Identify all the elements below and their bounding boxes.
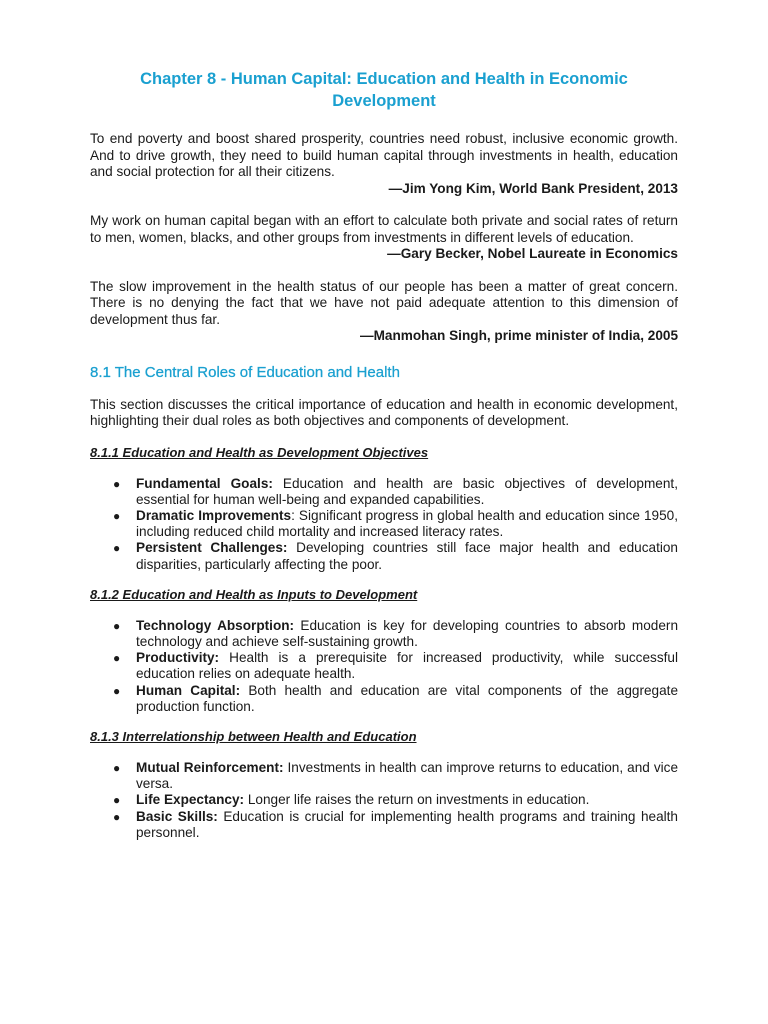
- item-term: Productivity:: [136, 650, 220, 666]
- item-text: Developing countries still face major health and education disparities, particularly affecting the poor.: [136, 540, 678, 572]
- epigraph-quote: [90, 131, 678, 197]
- list-item: [113, 540, 678, 572]
- quote-attribution: —Gary Becker, Nobel Laureate in Economics: [387, 246, 678, 261]
- item-term: Basic Skills:: [136, 808, 218, 824]
- bullet-icon: ●: [113, 618, 121, 633]
- item-term: Technology Absorption:: [136, 617, 295, 633]
- list-item: [113, 682, 678, 715]
- section-intro: This section discusses the critical importance of education and health in economic development, highlighting their dual roles as both objectives and components of development.: [90, 396, 678, 428]
- item-text: Education is key for developing countries to absorb modern technology and achieve self-sustaining growth.: [136, 617, 679, 649]
- bullet-icon: ●: [113, 793, 121, 808]
- bullet-icon: ●: [113, 476, 121, 491]
- chapter-title: Chapter 8 - Human Capital: Education and Health in Economic Development: [140, 70, 628, 110]
- item-term: Human Capital:: [136, 682, 241, 698]
- bullet-list: [90, 760, 678, 841]
- bullet-list: [90, 618, 678, 715]
- list-item: [113, 759, 678, 792]
- list-item: [113, 792, 678, 808]
- item-term: Mutual Reinforcement:: [136, 759, 284, 775]
- item-term: Dramatic Improvements: [136, 507, 292, 523]
- bullet-icon: ●: [113, 760, 121, 775]
- epigraph-quote: [90, 213, 678, 263]
- bullet-icon: ●: [113, 651, 121, 666]
- list-item: [113, 475, 678, 508]
- item-text: Education is crucial for implementing health programs and training health personnel.: [136, 808, 678, 840]
- item-text: Investments in health can improve returns to education, and vice versa.: [136, 759, 678, 792]
- quote-text: My work on human capital began with an effort to calculate both private and social rates of return to men, women, blacks, and other groups from investments in different levels of education.: [90, 213, 678, 245]
- item-text: Both health and education are vital components of the aggregate production function.: [136, 682, 678, 714]
- quote-attribution: —Jim Yong Kim, World Bank President, 2013: [388, 180, 678, 196]
- subsection-heading: 8.1.1 Education and Health as Development Objectives: [90, 444, 429, 460]
- bullet-icon: ●: [113, 683, 121, 698]
- quote-attribution: —Manmohan Singh, prime minister of India, 2005: [360, 328, 678, 343]
- list-item: [113, 507, 678, 540]
- item-text: Longer life raises the return on investments in education.: [244, 792, 590, 808]
- list-item: [113, 650, 678, 682]
- item-term: Life Expectancy:: [136, 792, 245, 808]
- item-term: Persistent Challenges:: [136, 540, 288, 556]
- quote-text: The slow improvement in the health status of our people has been a matter of great concern. There is no denying the fact that we have not paid adequate attention to this dimension of development thus far.: [90, 278, 678, 327]
- item-text: : Significant progress in global health and education since 1950, including reduced child mortality and increased literacy rates.: [136, 507, 678, 540]
- bullet-icon: ●: [113, 541, 121, 556]
- item-text: Health is a prerequisite for increased productivity, while successful education relies on adequate health.: [136, 650, 678, 682]
- item-text: Education and health are basic objectives of development, essential for human well-being and expanded capabilities.: [136, 475, 678, 507]
- subsection-heading: 8.1.3 Interrelationship between Health and Education: [90, 728, 417, 744]
- list-item: [113, 808, 678, 841]
- bullet-icon: ●: [113, 508, 121, 523]
- epigraph-quote: [90, 279, 678, 345]
- bullet-list: [90, 476, 678, 573]
- subsection-heading: 8.1.2 Education and Health as Inputs to Development: [90, 586, 418, 602]
- quote-text: To end poverty and boost shared prosperity, countries need robust, inclusive economic growth. And to drive growth, they need to build human capital through investments in health, education and social protection for all their citizens.: [90, 131, 678, 179]
- bullet-icon: ●: [113, 809, 121, 824]
- list-item: [113, 617, 679, 650]
- section-heading: 8.1 The Central Roles of Education and Health: [90, 363, 400, 381]
- item-term: Fundamental Goals:: [136, 475, 273, 491]
